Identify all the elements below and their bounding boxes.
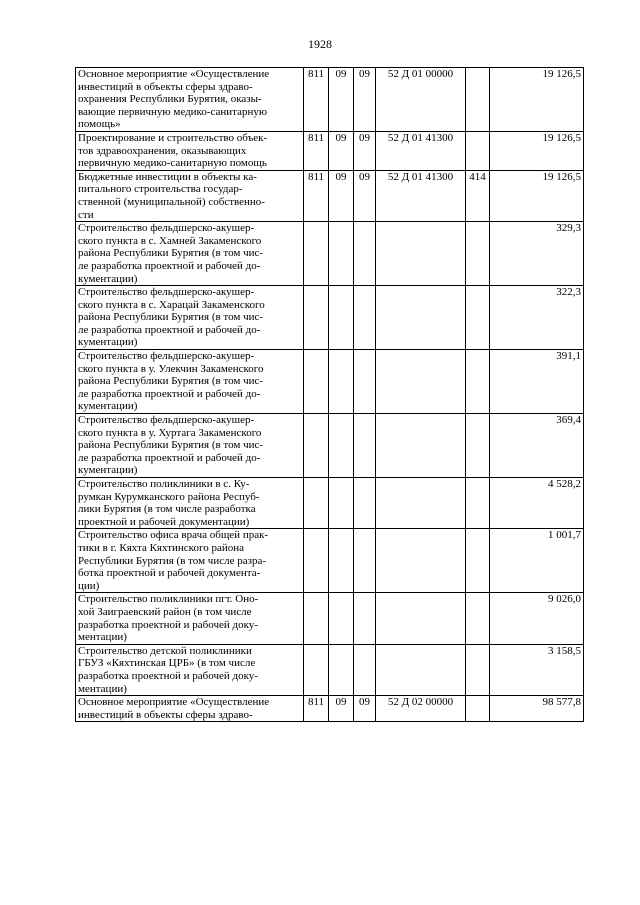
amount-cell: 3 158,5: [490, 644, 584, 695]
code-gr-cell: 811: [304, 68, 329, 132]
description-line: Строительство фельдшерско-акушер-: [78, 222, 255, 235]
description-line: румкан Курумканского района Респуб-: [78, 490, 260, 503]
code-vr-cell: [466, 644, 490, 695]
description-line: разработка проектной и рабочей доку-: [78, 618, 258, 631]
code-rz-cell: [329, 529, 354, 593]
code-rz-cell: 09: [329, 170, 354, 221]
description-cell: [76, 593, 304, 644]
code-csr-cell: 52 Д 01 00000: [376, 68, 466, 132]
description-cell: [76, 529, 304, 593]
description-cell: [76, 68, 304, 132]
code-gr-cell: [304, 644, 329, 695]
description-line: района Республики Бурятия (в том чис-: [78, 247, 264, 260]
description-line: ского пункта в с. Харацай Закаменского: [78, 298, 265, 311]
table-row: [76, 696, 584, 722]
description-cell: [76, 696, 304, 722]
code-csr-cell: 52 Д 01 41300: [376, 170, 466, 221]
description-line: ле разработка проектной и рабочей до-: [78, 387, 261, 400]
description-line: Строительство фельдшерско-акушер-: [78, 414, 255, 427]
amount-cell: 4 528,2: [490, 478, 584, 529]
description-line: ментации): [78, 631, 127, 644]
description-line: ГБУЗ «Кяхтинская ЦРБ» (в том числе: [78, 657, 256, 670]
description-line: Строительство офиса врача общей прак-: [78, 529, 269, 542]
code-pr-cell: [354, 529, 376, 593]
description-line: разработка проектной и рабочей доку-: [78, 669, 258, 682]
table-row: [76, 170, 584, 221]
description-line: Проектирование и строительство объек-: [78, 131, 268, 144]
code-csr-cell: [376, 593, 466, 644]
amount-cell: 369,4: [490, 414, 584, 478]
budget-table-body: [76, 68, 584, 722]
code-csr-cell: [376, 286, 466, 350]
code-gr-cell: [304, 286, 329, 350]
code-gr-cell: [304, 222, 329, 286]
code-gr-cell: [304, 593, 329, 644]
table-row: [76, 68, 584, 132]
code-csr-cell: [376, 478, 466, 529]
amount-cell: 98 577,8: [490, 696, 584, 722]
table-row: [76, 644, 584, 695]
description-cell: [76, 131, 304, 170]
code-rz-cell: [329, 593, 354, 644]
code-pr-cell: [354, 414, 376, 478]
code-vr-cell: [466, 68, 490, 132]
code-rz-cell: [329, 478, 354, 529]
amount-cell: 391,1: [490, 350, 584, 414]
description-line: Основное мероприятие «Осуществление: [78, 696, 270, 709]
code-rz-cell: [329, 350, 354, 414]
code-pr-cell: 09: [354, 131, 376, 170]
code-csr-cell: [376, 644, 466, 695]
description-line: помощь»: [78, 118, 121, 131]
code-rz-cell: 09: [329, 131, 354, 170]
description-line: проектной и рабочей документации): [78, 515, 250, 528]
description-line: Строительство фельдшерско-акушер-: [78, 350, 255, 363]
code-csr-cell: 52 Д 02 00000: [376, 696, 466, 722]
code-csr-cell: 52 Д 01 41300: [376, 131, 466, 170]
table-row: [76, 478, 584, 529]
code-csr-cell: [376, 414, 466, 478]
description-line: кументации): [78, 272, 138, 285]
description-line: Строительство детской поликлиники: [78, 644, 252, 657]
code-vr-cell: [466, 529, 490, 593]
description-line: тов здравоохранения, оказывающих: [78, 144, 247, 157]
description-line: вающие первичную медико-санитарную: [78, 105, 268, 118]
description-line: ции): [78, 579, 100, 592]
description-line: инвестиций в объекты сферы здраво-: [78, 80, 253, 93]
code-rz-cell: [329, 286, 354, 350]
description-line: Строительство поликлиники пгт. Оно-: [78, 593, 259, 606]
description-line: Строительство фельдшерско-акушер-: [78, 286, 255, 299]
code-pr-cell: [354, 286, 376, 350]
description-cell: [76, 286, 304, 350]
code-pr-cell: [354, 478, 376, 529]
description-line: Бюджетные инвестиции в объекты ка-: [78, 170, 257, 183]
description-cell: [76, 414, 304, 478]
table-row: [76, 350, 584, 414]
table-row: [76, 593, 584, 644]
code-csr-cell: [376, 529, 466, 593]
amount-cell: 1 001,7: [490, 529, 584, 593]
description-cell: [76, 222, 304, 286]
code-rz-cell: [329, 414, 354, 478]
code-vr-cell: [466, 478, 490, 529]
description-line: лики Бурятия (в том числе разработка: [78, 503, 256, 516]
description-cell: [76, 170, 304, 221]
description-line: питального строительства государ-: [78, 183, 243, 196]
description-line: ственной (муниципальной) собственно-: [78, 195, 265, 208]
code-rz-cell: [329, 222, 354, 286]
code-gr-cell: [304, 350, 329, 414]
table-row: [76, 286, 584, 350]
description-line: кументации): [78, 400, 138, 413]
description-line: района Республики Бурятия (в том чис-: [78, 311, 264, 324]
description-line: ле разработка проектной и рабочей до-: [78, 323, 261, 336]
code-rz-cell: 09: [329, 696, 354, 722]
description-line: ле разработка проектной и рабочей до-: [78, 259, 261, 272]
code-csr-cell: [376, 222, 466, 286]
code-csr-cell: [376, 350, 466, 414]
code-rz-cell: [329, 644, 354, 695]
description-line: Строительство поликлиники в с. Ку-: [78, 478, 250, 490]
code-gr-cell: [304, 414, 329, 478]
code-pr-cell: 09: [354, 696, 376, 722]
amount-cell: 329,3: [490, 222, 584, 286]
description-line: ского пункта в у. Улекчин Закаменского: [78, 362, 264, 375]
table-row: [76, 222, 584, 286]
code-vr-cell: [466, 350, 490, 414]
description-line: кументации): [78, 336, 138, 349]
description-line: ментации): [78, 682, 127, 695]
budget-table: [75, 67, 584, 722]
amount-cell: 19 126,5: [490, 131, 584, 170]
description-line: района Республики Бурятия (в том чис-: [78, 375, 264, 388]
description-line: ботка проектной и рабочей документа-: [78, 567, 261, 580]
code-vr-cell: [466, 696, 490, 722]
code-rz-cell: 09: [329, 68, 354, 132]
code-gr-cell: 811: [304, 696, 329, 722]
code-vr-cell: [466, 131, 490, 170]
amount-cell: 322,3: [490, 286, 584, 350]
amount-cell: 19 126,5: [490, 170, 584, 221]
code-pr-cell: [354, 222, 376, 286]
description-line: охранения Республики Бурятия, оказы-: [78, 93, 262, 106]
description-line: сти: [78, 208, 94, 221]
code-pr-cell: [354, 350, 376, 414]
description-line: хой Заиграевский район (в том числе: [78, 605, 252, 618]
table-row: [76, 529, 584, 593]
code-pr-cell: [354, 593, 376, 644]
code-gr-cell: 811: [304, 131, 329, 170]
description-cell: [76, 478, 304, 529]
description-line: ского пункта в у. Хуртага Закаменского: [78, 426, 262, 439]
code-vr-cell: 414: [466, 170, 490, 221]
description-line: ле разработка проектной и рабочей до-: [78, 451, 261, 464]
description-line: Республики Бурятия (в том числе разра-: [78, 554, 267, 567]
amount-cell: 19 126,5: [490, 68, 584, 132]
description-line: ского пункта в с. Хамней Закаменского: [78, 234, 262, 247]
description-cell: [76, 644, 304, 695]
description-line: первичную медико-санитарную помощь: [78, 157, 267, 170]
table-row: [76, 414, 584, 478]
code-gr-cell: [304, 529, 329, 593]
code-vr-cell: [466, 222, 490, 286]
code-pr-cell: 09: [354, 68, 376, 132]
code-vr-cell: [466, 593, 490, 644]
description-line: Основное мероприятие «Осуществление: [78, 68, 270, 80]
description-line: района Республики Бурятия (в том чис-: [78, 439, 264, 452]
code-vr-cell: [466, 414, 490, 478]
description-line: кументации): [78, 464, 138, 477]
amount-cell: 9 026,0: [490, 593, 584, 644]
code-gr-cell: 811: [304, 170, 329, 221]
code-vr-cell: [466, 286, 490, 350]
description-line: тики в г. Кяхта Кяхтинского района: [78, 541, 244, 554]
code-pr-cell: [354, 644, 376, 695]
page-number: 1928: [308, 37, 332, 51]
description-line: инвестиций в объекты сферы здраво-: [78, 708, 253, 721]
table-row: [76, 131, 584, 170]
code-pr-cell: 09: [354, 170, 376, 221]
description-cell: [76, 350, 304, 414]
code-gr-cell: [304, 478, 329, 529]
